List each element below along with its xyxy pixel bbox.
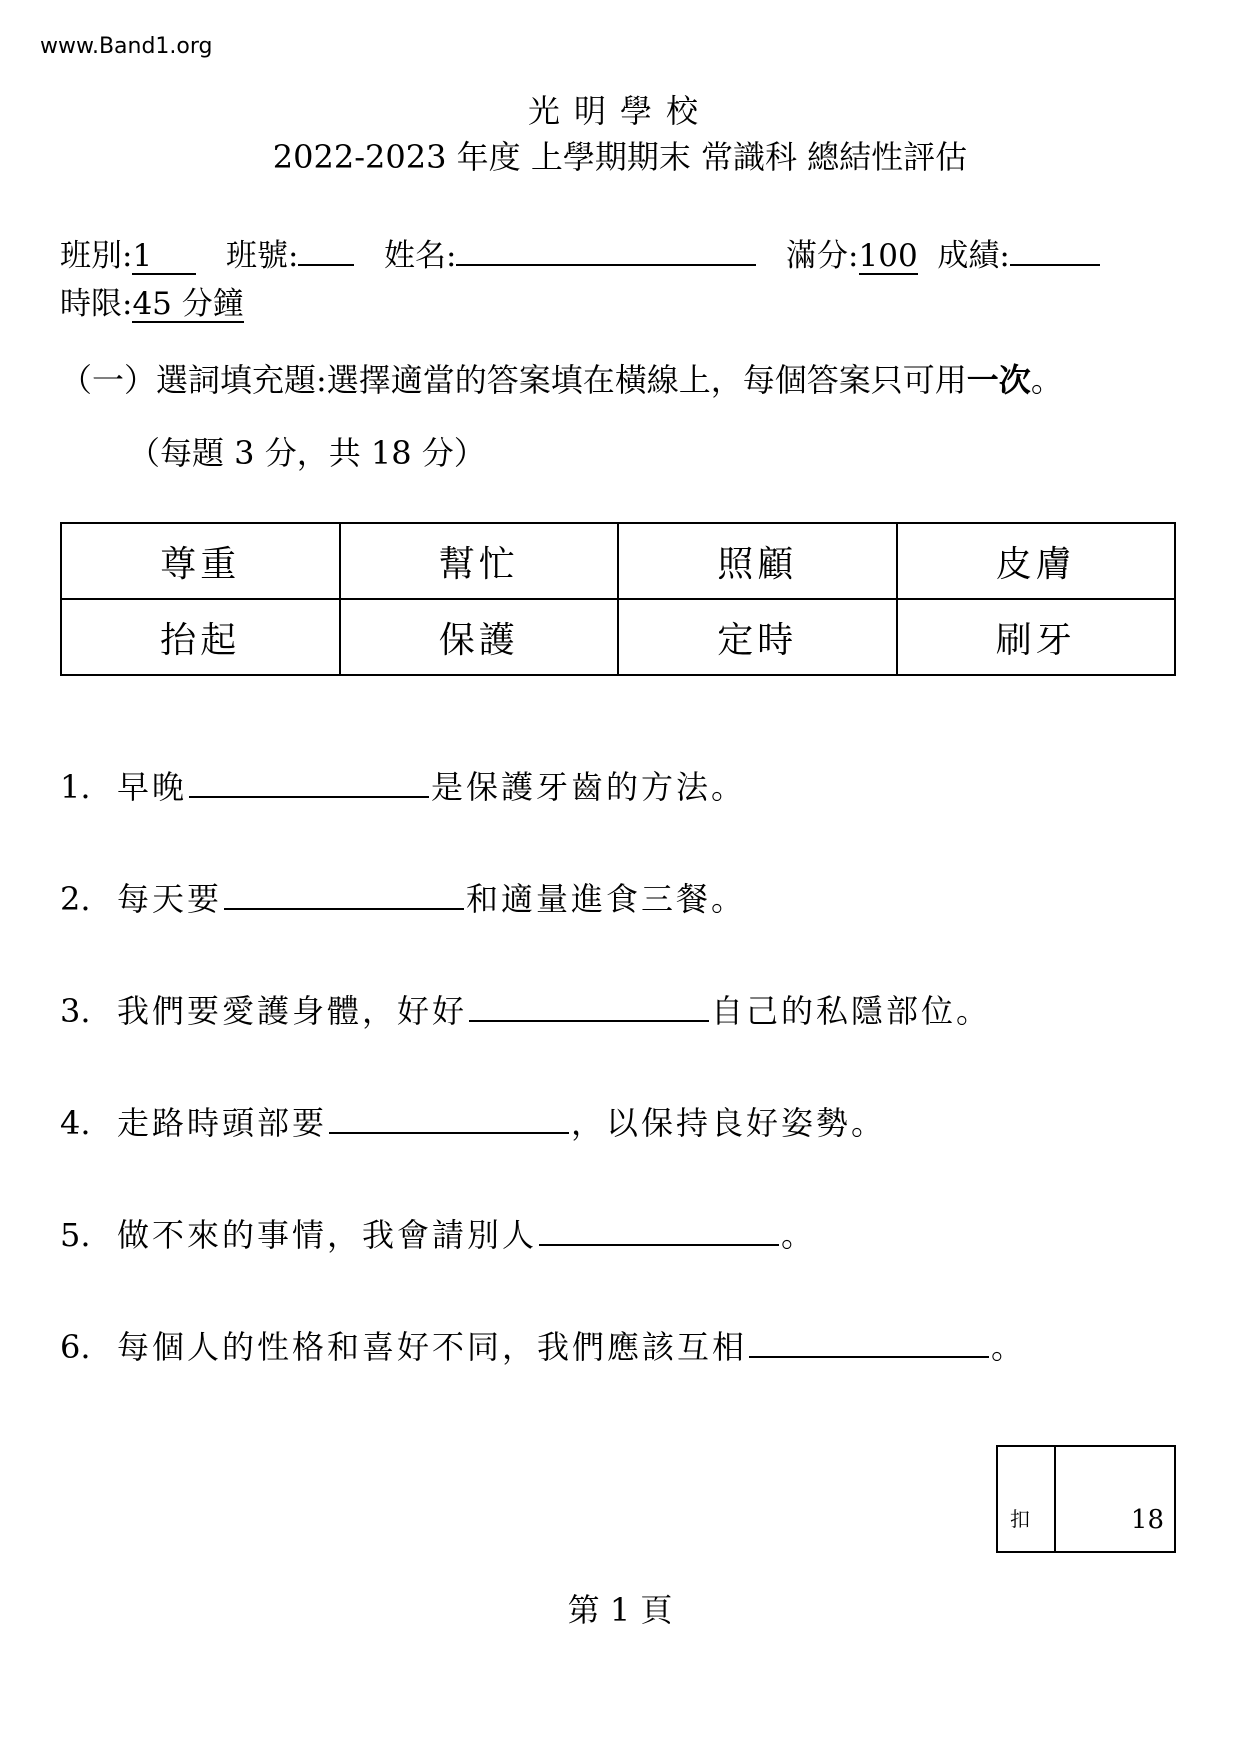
fullmark-value: 100 bbox=[858, 238, 918, 274]
deduct-label: 扣 bbox=[1010, 1507, 1030, 1531]
question-4 bbox=[60, 1098, 886, 1144]
answer-blank[interactable] bbox=[189, 766, 429, 798]
word-bank-cell: 刷牙 bbox=[897, 599, 1176, 675]
question-text-before: 我們要愛護身體，好好 bbox=[117, 992, 468, 1030]
word-bank-cell: 定時 bbox=[618, 599, 897, 675]
question-number: 3. bbox=[60, 992, 91, 1030]
word-bank-row bbox=[61, 599, 1175, 675]
question-text-after: ，以保持良好姿勢。 bbox=[571, 1104, 887, 1142]
question-number: 2. bbox=[60, 880, 91, 918]
question-number: 4. bbox=[60, 1104, 91, 1142]
score-note: （每題 3 分，共 18 分） bbox=[128, 434, 486, 472]
word-bank-cell: 皮膚 bbox=[897, 523, 1176, 599]
word-bank-cell: 幫忙 bbox=[340, 523, 619, 599]
question-number: 1. bbox=[60, 768, 91, 806]
question-3 bbox=[60, 986, 991, 1032]
answer-blank[interactable] bbox=[539, 1214, 779, 1246]
question-6 bbox=[60, 1322, 1026, 1368]
question-text-after: 。 bbox=[781, 1216, 817, 1254]
word-bank-row bbox=[61, 523, 1175, 599]
instruction-emphasis: 一次 bbox=[966, 361, 1031, 399]
question-text-after: 自己的私隱部位。 bbox=[711, 992, 992, 1030]
question-number: 5. bbox=[60, 1216, 91, 1254]
question-text-before: 做不來的事情，我會請別人 bbox=[117, 1216, 538, 1254]
school-name: 光明學校 bbox=[527, 92, 712, 130]
instruction-end: 。 bbox=[1030, 361, 1063, 399]
score-box bbox=[996, 1445, 1176, 1553]
exam-title: 2022-2023 年度 上學期期末 常識科 總結性評估 bbox=[272, 138, 968, 176]
question-text-after: 是保護牙齒的方法。 bbox=[431, 768, 747, 806]
score-label: 成績: bbox=[937, 238, 1010, 274]
answer-blank[interactable] bbox=[224, 878, 464, 910]
question-text-before: 每個人的性格和喜好不同，我們應該互相 bbox=[117, 1328, 748, 1366]
section-instruction bbox=[60, 355, 1063, 401]
fullmark-label: 滿分: bbox=[786, 238, 859, 274]
word-bank-cell: 抬起 bbox=[61, 599, 340, 675]
answer-blank[interactable] bbox=[749, 1326, 989, 1358]
question-5 bbox=[60, 1210, 816, 1256]
question-text-before: 每天要 bbox=[117, 880, 223, 918]
time-label: 時限: bbox=[60, 286, 133, 322]
name-field[interactable] bbox=[456, 232, 756, 266]
question-number: 6. bbox=[60, 1328, 91, 1366]
word-bank-table bbox=[60, 522, 1176, 676]
class-field[interactable]: 1 bbox=[132, 239, 196, 275]
section-total: 18 bbox=[1130, 1505, 1164, 1535]
class-label: 班別: bbox=[60, 238, 133, 274]
question-2 bbox=[60, 874, 746, 920]
answer-blank[interactable] bbox=[329, 1102, 569, 1134]
page-number: 第 1 頁 bbox=[567, 1591, 673, 1629]
score-box-divider bbox=[1054, 1447, 1056, 1551]
watermark: www.Band1.org bbox=[40, 34, 213, 59]
question-text-after: 。 bbox=[991, 1328, 1027, 1366]
instruction-text: （一）選詞填充題:選擇適當的答案填在橫線上，每個答案只可用 bbox=[60, 361, 967, 399]
question-text-before: 走路時頭部要 bbox=[117, 1104, 328, 1142]
question-1 bbox=[60, 762, 746, 808]
name-label: 姓名: bbox=[384, 238, 457, 274]
score-field[interactable] bbox=[1010, 232, 1100, 266]
answer-blank[interactable] bbox=[469, 990, 709, 1022]
student-info-row bbox=[60, 230, 1100, 275]
word-bank-cell: 照顧 bbox=[618, 523, 897, 599]
number-label: 班號: bbox=[226, 238, 299, 274]
question-text-after: 和適量進食三餐。 bbox=[466, 880, 747, 918]
time-row bbox=[60, 278, 244, 323]
word-bank-cell: 保護 bbox=[340, 599, 619, 675]
time-value: 45 分鐘 bbox=[132, 286, 244, 322]
number-field[interactable] bbox=[298, 232, 354, 266]
question-text-before: 早晚 bbox=[117, 768, 188, 806]
word-bank-cell: 尊重 bbox=[61, 523, 340, 599]
